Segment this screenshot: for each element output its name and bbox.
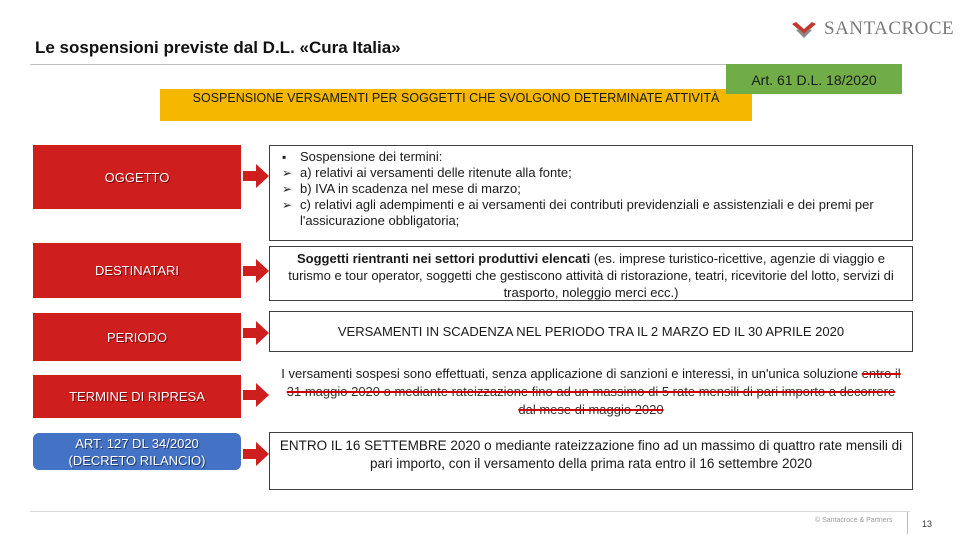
termine-text: I versamenti sospesi sono effettuati, senza applicazione di sanzioni e interessi, in un'unica soluzione [281, 366, 862, 381]
label-periodo-text: PERIODO [107, 329, 167, 345]
list-item [274, 197, 904, 229]
label-termine-di-ripresa [33, 375, 241, 418]
label-periodo [33, 313, 241, 361]
termine-struck-text: entro il 31 maggio 2020 o mediante rateizzazione fino ad un massimo di 5 rate mensili di pari importo a decorrere dal mese di maggio 2020 [286, 366, 901, 417]
arrow-right-icon [243, 259, 269, 283]
label-termine-text: TERMINE DI RIPRESA [69, 389, 205, 404]
arrow-bullet-icon: ➢ [282, 182, 293, 196]
box-destinatari [269, 246, 913, 301]
page-number: 13 [922, 519, 933, 529]
arrow-right-icon [243, 442, 269, 466]
footer-copyright: © Santacroce & Partners [815, 517, 893, 524]
list-item-text: b) IVA in scadenza nel mese di marzo; [300, 181, 521, 196]
box-rilancio [269, 432, 913, 490]
list-item-text: Sospensione dei termini: [300, 149, 443, 164]
santacroce-logo [790, 18, 954, 40]
label-destinatari [33, 243, 241, 298]
arrow-right-icon [243, 383, 269, 407]
logo-text: SANTACROCE [824, 18, 955, 39]
list-item [274, 165, 904, 181]
label-art-127-text [69, 435, 206, 469]
list-item-text: a) relativi ai versamenti delle ritenute alla fonte; [300, 165, 572, 180]
box-oggetto [269, 145, 913, 241]
logo-mark-icon [790, 18, 818, 40]
label-art-127-line1: ART. 127 DL 34/2020 [75, 435, 199, 451]
footer-separator [907, 512, 908, 534]
label-art-127-line2: (DECRETO RILANCIO) [68, 452, 206, 468]
label-art-127 [33, 433, 241, 470]
box-periodo [269, 311, 913, 352]
header-divider [30, 64, 750, 65]
label-destinatari-text: DESTINATARI [94, 263, 180, 278]
destinatari-bold-text: Soggetti rientranti nei settori produttivi elencati [296, 251, 591, 266]
arrow-bullet-icon: ➢ [282, 166, 293, 180]
rilancio-text: ENTRO IL 16 SETTEMBRE 2020 o mediante rateizzazione fino ad un massimo di quattro rate mensili di pari importo, con il versamento della prima rata entro il 16 settembre 2020 [279, 438, 903, 471]
footer-divider [30, 511, 910, 512]
destinatari-text: (es. imprese turistico-ricettive, agenzie di viaggio e turismo e tour operator, soggetti che gestiscono attività di ristorazione, teatri, ricevitorie del lotto, servizi di trasporto, noleggio merci ecc.) [288, 251, 894, 300]
square-bullet-icon: ▪ [282, 150, 287, 164]
box-termine-di-ripresa [269, 362, 913, 422]
slide-title: Le sospensioni previste dal D.L. «Cura Italia» [35, 38, 401, 57]
main-banner: SOSPENSIONE VERSAMENTI PER SOGGETTI CHE SVOLGONO DETERMINATE ATTIVITÀ [160, 89, 752, 121]
list-item [274, 181, 904, 197]
arrow-right-icon [243, 321, 269, 345]
label-oggetto-text: OGGETTO [104, 169, 170, 185]
arrow-bullet-icon: ➢ [282, 198, 293, 212]
article-badge: Art. 61 D.L. 18/2020 [726, 64, 902, 94]
label-oggetto [33, 145, 241, 209]
arrow-right-icon [243, 164, 269, 188]
periodo-text: VERSAMENTI IN SCADENZA NEL PERIODO TRA IL 2 MARZO ED IL 30 APRILE 2020 [337, 324, 845, 339]
list-item-text: c) relativi agli adempimenti e ai versamenti dei contributi previdenziali e assistenziali e dei premi per l'assicurazione obbligatoria; [300, 197, 874, 228]
list-item [274, 149, 904, 165]
